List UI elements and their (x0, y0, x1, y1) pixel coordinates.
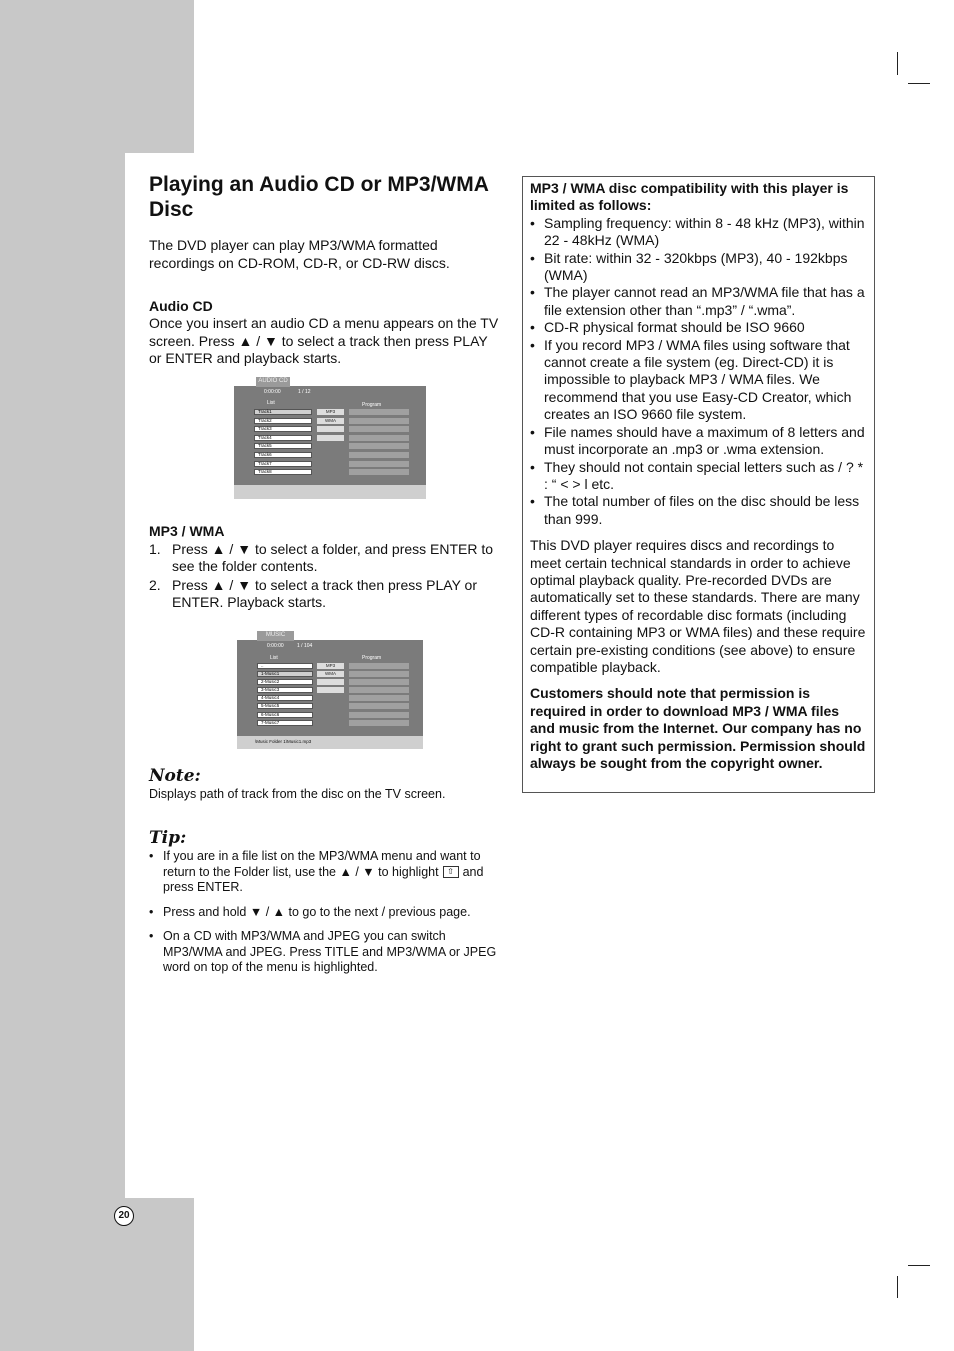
page-number: 20 (114, 1206, 134, 1226)
tip-item: • If you are in a file list on the MP3/WMA menu and want to return to the Folder list, use the ▲ / ▼ to highlight ⇧ and press ENTER. (149, 849, 499, 896)
step-item: 1. Press ▲ / ▼ to select a folder, and press ENTER to see the folder contents. (149, 541, 494, 574)
program-label: Program (362, 655, 382, 661)
mp3-steps (149, 541, 494, 613)
mp3-menu-screen (237, 632, 423, 749)
tip-heading: Tip: (149, 828, 187, 848)
time-readout: 0:00:00 (264, 389, 281, 395)
screen-tag: AUDIO CD (256, 377, 290, 387)
clear-icon[interactable] (317, 687, 344, 693)
margin-band-left (0, 153, 125, 1198)
track-item[interactable]: 1-Music1 (257, 671, 313, 677)
mp3-filter-icon[interactable]: MP3 (317, 663, 344, 669)
list-label: List (267, 400, 275, 406)
crop-mark (908, 1265, 930, 1266)
path-bar (237, 736, 423, 749)
page-title: Playing an Audio CD or MP3/WMA Disc (149, 173, 489, 221)
program-slot (349, 443, 409, 449)
status-bar (234, 485, 426, 499)
program-slot (349, 409, 409, 415)
program-slot (349, 687, 409, 693)
track-item[interactable]: Track3 (254, 426, 312, 432)
track-item[interactable]: Track8 (254, 469, 312, 475)
compat-item: • The player cannot read an MP3/WMA file that has a file extension other than “.mp3” / “.wma”. (530, 284, 866, 319)
compat-list (530, 215, 866, 528)
tip-item: • Press and hold ▼ / ▲ to go to the next / previous page. (149, 905, 499, 921)
track-path: \Music Folder 1\Music1.mp3 (255, 739, 312, 744)
jpeg-filter-icon[interactable] (317, 426, 344, 432)
jpeg-filter-icon[interactable] (317, 679, 344, 685)
intro-text: The DVD player can play MP3/WMA formatted recordings on CD-ROM, CD-R, or CD-RW discs. (149, 237, 450, 271)
audio-cd-heading: Audio CD (149, 298, 213, 314)
program-slot (349, 452, 409, 458)
compat-item: • If you record MP3 / WMA files using software that cannot create a file system (eg. Direct-CD) it is impossible to playback MP3 / WMA files. We recommend that you use Easy-CD Creator, which creates an ISO 9660 file system. (530, 337, 866, 424)
tip-item: • On a CD with MP3/WMA and JPEG you can switch MP3/WMA and JPEG. Press TITLE and MP3/WMA or JPEG word on top of the menu is highlighted. (149, 929, 499, 976)
program-slot (349, 461, 409, 467)
time-readout: 0:00:00 (267, 643, 284, 649)
tip-list (149, 849, 499, 985)
track-item[interactable]: Track5 (254, 443, 312, 449)
program-slot (349, 679, 409, 685)
compat-item: • Bit rate: within 32 - 320kbps (MP3), 40 - 192kbps (WMA) (530, 250, 866, 285)
permission-warning: Customers should note that permission is required in order to download MP3 / WMA files and music from the Internet. Our company has no right to grant such permission. Permission should always be sought from the copyright owner. (530, 685, 866, 771)
crop-mark (897, 1276, 898, 1298)
program-slot (349, 426, 409, 432)
track-item[interactable]: 2-Music2 (257, 679, 313, 685)
program-slot (349, 712, 409, 718)
standards-paragraph: This DVD player requires discs and recordings to meet certain technical standards in order to achieve optimal playback quality. Pre-recorded DVDs are automatically set to these standards. There are many different types of recordable disc formats (including CD-R containing MP3 or WMA files) and these require certain pre-existing conditions (see above) to ensure compatible playback. (530, 537, 866, 675)
compatibility-box (522, 176, 875, 793)
step-item: 2. Press ▲ / ▼ to select a track then press PLAY or ENTER. Playback starts. (149, 577, 477, 610)
audio-cd-text: Once you insert an audio CD a menu appears on the TV screen. Press ▲ / ▼ to select a track then press PLAY or ENTER and playback starts. (149, 315, 499, 366)
compat-item: • CD-R physical format should be ISO 9660 (530, 319, 866, 336)
wma-filter-icon[interactable]: WMA (317, 671, 344, 677)
track-item[interactable]: 5-Music5 (257, 703, 313, 709)
program-slot (349, 418, 409, 424)
track-item[interactable]: 6-Music6 (257, 712, 313, 718)
program-slot (349, 435, 409, 441)
track-item[interactable]: Track6 (254, 452, 312, 458)
track-item[interactable]: 7-Music7 (257, 720, 313, 726)
track-item[interactable]: 3-Music3 (257, 687, 313, 693)
note-text: Displays path of track from the disc on the TV screen. (149, 787, 446, 801)
compat-item: • They should not contain special letters such as / ? * : “ < > l etc. (530, 459, 866, 494)
crop-mark (908, 83, 930, 84)
track-item[interactable]: Track1 (254, 409, 312, 415)
wma-filter-icon[interactable]: WMA (317, 418, 344, 424)
list-label: List (270, 655, 278, 661)
compat-item: • The total number of files on the disc should be less than 999. (530, 493, 866, 528)
track-item[interactable]: Track2 (254, 418, 312, 424)
screen-tag: MUSIC (257, 631, 294, 641)
folder-up-item[interactable]: .. (257, 663, 313, 669)
mp3-wma-heading: MP3 / WMA (149, 523, 225, 539)
margin-band-bottom (0, 1198, 194, 1351)
mp3-filter-icon[interactable]: MP3 (317, 409, 344, 415)
program-slot (349, 703, 409, 709)
compat-item: • Sampling frequency: within 8 - 48 kHz (MP3), within 22 - 48kHz (WMA) (530, 215, 866, 250)
compat-item: • File names should have a maximum of 8 letters and must incorporate an .mp3 or .wma extension. (530, 424, 866, 459)
folder-up-icon: ⇧ (443, 866, 459, 878)
program-slot (349, 671, 409, 677)
track-counter: 1 / 104 (297, 643, 313, 649)
track-counter: 1 / 12 (298, 389, 311, 395)
track-item[interactable]: 4-Music4 (257, 695, 313, 701)
note-heading: Note: (149, 766, 201, 786)
compat-heading: MP3 / WMA disc compatibility with this player is limited as follows: (530, 180, 849, 214)
program-slot (349, 720, 409, 726)
program-slot (349, 469, 409, 475)
program-label: Program (362, 402, 382, 408)
margin-band-top (0, 0, 194, 153)
clear-icon[interactable] (317, 435, 344, 441)
program-slot (349, 695, 409, 701)
audio-cd-menu-screen (234, 378, 426, 499)
crop-mark (897, 52, 898, 75)
program-slot (349, 663, 409, 669)
track-item[interactable]: Track4 (254, 435, 312, 441)
track-item[interactable]: Track7 (254, 461, 312, 467)
